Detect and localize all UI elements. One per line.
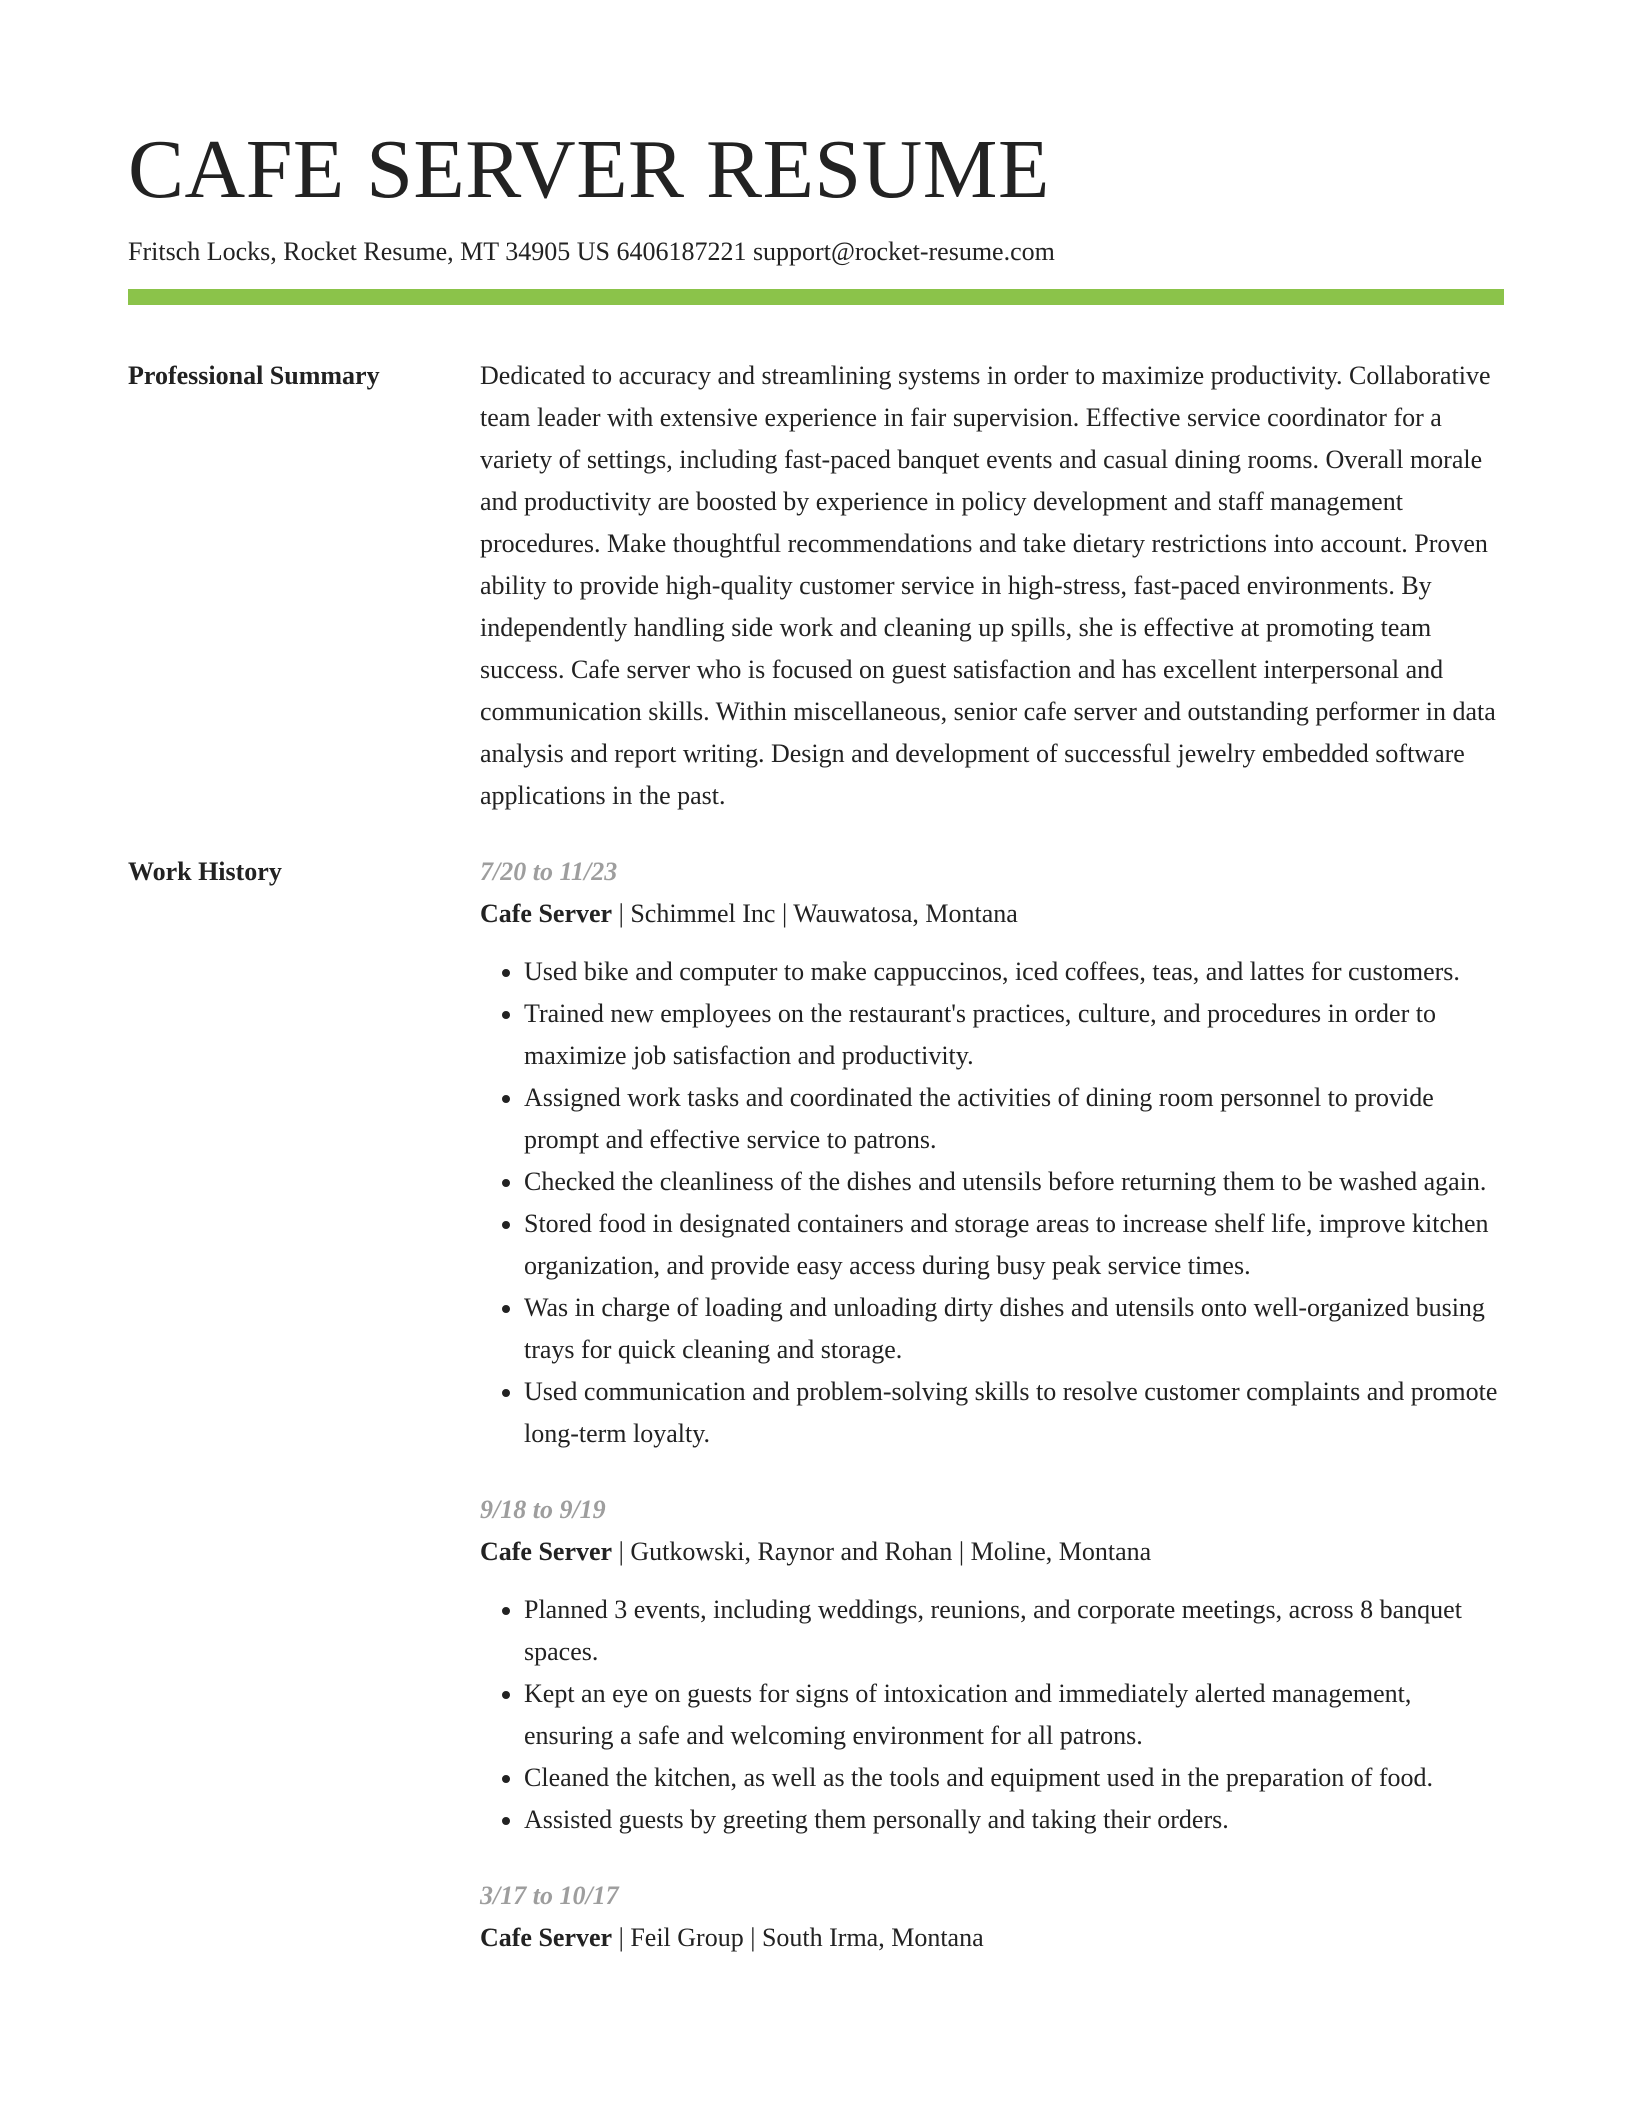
job-entry xyxy=(480,1875,1504,1959)
work-history-section xyxy=(128,851,1504,1993)
job-bullet: • Stored food in designated containers and storage areas to increase shelf life, improve kitchen organization, and provide easy access during busy peak service times. xyxy=(524,1203,1504,1287)
summary-heading: Professional Summary xyxy=(128,361,380,390)
job-separator: | xyxy=(743,1923,762,1952)
job-bullet: • Cleaned the kitchen, as well as the tools and equipment used in the preparation of food. xyxy=(524,1757,1504,1799)
job-location: Wauwatosa, Montana xyxy=(793,899,1018,928)
job-bullet-list xyxy=(480,951,1504,1455)
work-history-heading: Work History xyxy=(128,857,282,886)
job-title: Cafe Server xyxy=(480,1537,613,1566)
job-location: South Irma, Montana xyxy=(761,1923,984,1952)
job-bullet: • Used communication and problem-solving skills to resolve customer complaints and promote long-term loyalty. xyxy=(524,1371,1504,1455)
job-title: Cafe Server xyxy=(480,899,613,928)
job-company: Gutkowski, Raynor and Rohan xyxy=(630,1537,953,1566)
job-heading xyxy=(480,1531,1504,1573)
job-heading xyxy=(480,893,1504,935)
job-bullet: • Checked the cleanliness of the dishes and utensils before returning them to be washed again. xyxy=(524,1161,1504,1203)
job-bullet: • Assigned work tasks and coordinated the activities of dining room personnel to provide prompt and effective service to patrons. xyxy=(524,1077,1504,1161)
job-bullet: • Was in charge of loading and unloading dirty dishes and utensils onto well-organized busing trays for quick cleaning and storage. xyxy=(524,1287,1504,1371)
summary-section xyxy=(128,355,1504,817)
job-separator: | xyxy=(612,899,631,928)
job-separator: | xyxy=(952,1537,971,1566)
job-bullet: • Assisted guests by greeting them personally and taking their orders. xyxy=(524,1799,1504,1841)
job-bullet: • Trained new employees on the restaurant's practices, culture, and procedures in order to maximize job satisfaction and productivity. xyxy=(524,993,1504,1077)
job-bullet-list xyxy=(480,1589,1504,1841)
contact-line: Fritsch Locks, Rocket Resume, MT 34905 US 6406187221 support@rocket-resume.com xyxy=(128,237,1055,266)
job-dates: 3/17 to 10/17 xyxy=(480,1881,619,1910)
job-heading xyxy=(480,1917,1504,1959)
job-location: Moline, Montana xyxy=(970,1537,1152,1566)
summary-text: Dedicated to accuracy and streamlining systems in order to maximize productivity. Collaborative team leader with extensive experience in fair supervision. Effective service coordinator for a variety of settings, including fast-paced banquet events and casual dining rooms. Overall morale and productivity are boosted by experience in policy development and staff management procedures. Make thoughtful recommendations and take dietary restrictions into account. Proven ability to provide high-quality customer service in high-stress, fast-paced environments. By independently handling side work and cleaning up spills, she is effective at promoting team success. Cafe server who is focused on guest satisfaction and has excellent interpersonal and communication skills. Within miscellaneous, senior cafe server and outstanding performer in data analysis and report writing. Design and development of successful jewelry embedded software applications in the past. xyxy=(480,361,1496,810)
job-separator: | xyxy=(775,899,794,928)
header-divider xyxy=(128,289,1504,305)
resume-page xyxy=(128,0,1504,1993)
job-entry xyxy=(480,851,1504,1455)
job-separator: | xyxy=(612,1923,631,1952)
job-bullet: • Planned 3 events, including weddings, reunions, and corporate meetings, across 8 banquet spaces. xyxy=(524,1589,1504,1673)
job-dates: 7/20 to 11/23 xyxy=(480,857,618,886)
job-company: Feil Group xyxy=(630,1923,744,1952)
job-bullet: • Kept an eye on guests for signs of intoxication and immediately alerted management, ensuring a safe and welcoming environment for all patrons. xyxy=(524,1673,1504,1757)
job-company: Schimmel Inc xyxy=(630,899,776,928)
job-dates: 9/18 to 9/19 xyxy=(480,1495,606,1524)
resume-title: CAFE SERVER RESUME xyxy=(128,123,1050,216)
job-separator: | xyxy=(612,1537,631,1566)
job-title: Cafe Server xyxy=(480,1923,613,1952)
summary-body xyxy=(480,355,1504,817)
work-history-body xyxy=(480,851,1504,1993)
job-entry xyxy=(480,1489,1504,1841)
job-bullet: • Used bike and computer to make cappuccinos, iced coffees, teas, and lattes for customers. xyxy=(524,951,1504,993)
